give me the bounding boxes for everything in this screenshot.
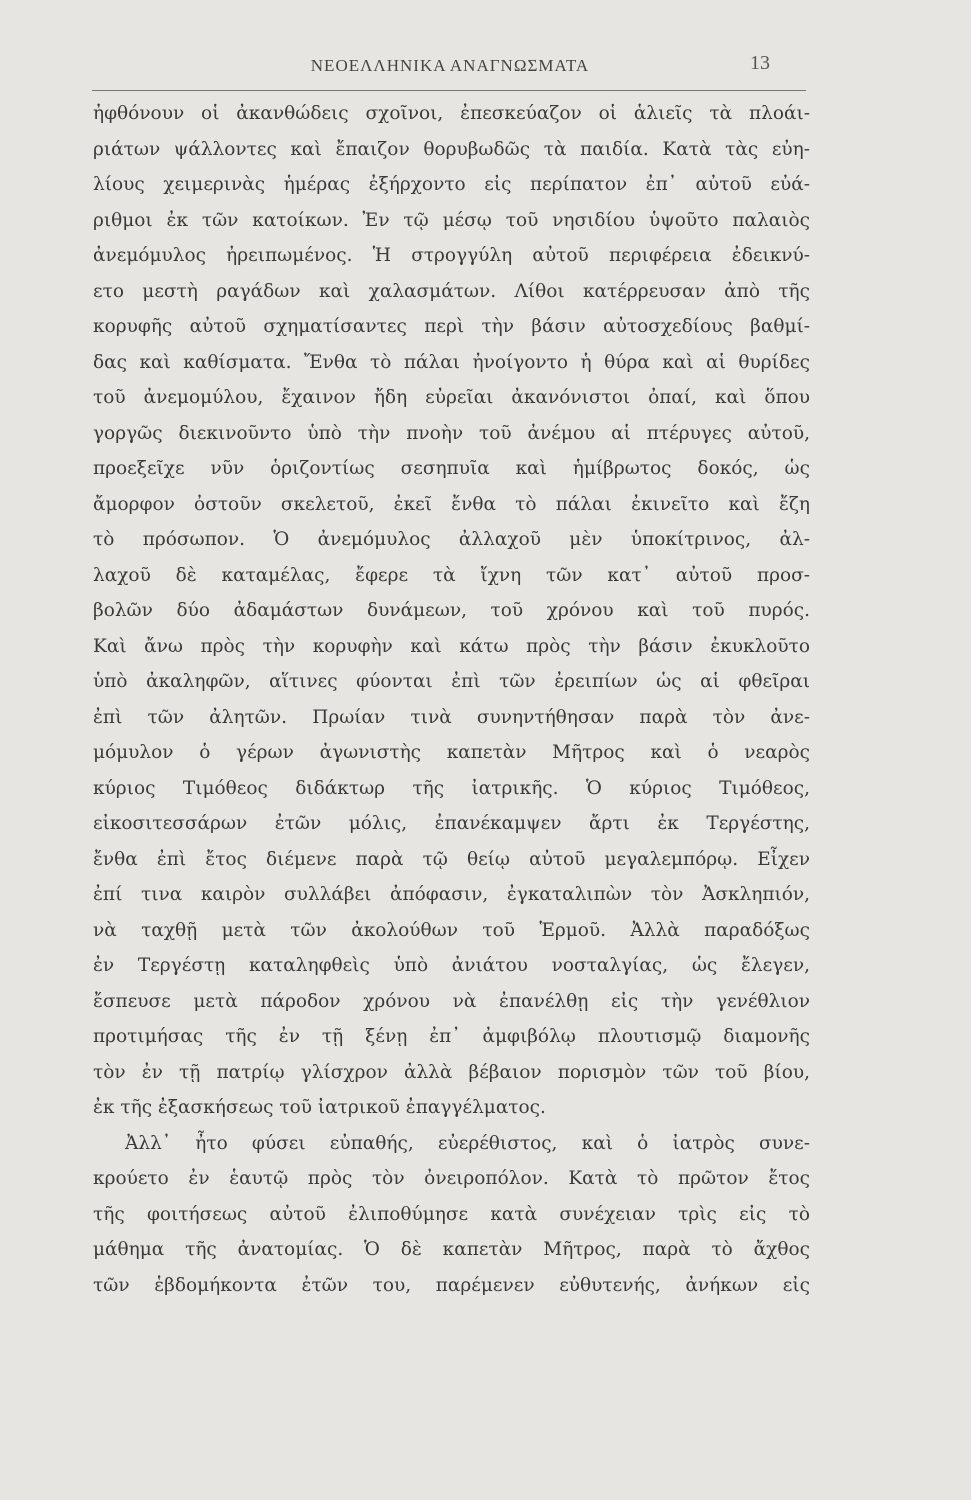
text-line: βολῶν δύο ἀδαμάστων δυνάμεων, τοῦ χρόνου καὶ τοῦ πυρός. (93, 600, 810, 621)
text-line: νὰ ταχθῇ μετὰ τῶν ἀκολούθων τοῦ Ἑρμοῦ. Ἀλλὰ παραδόξως (93, 919, 810, 941)
text-line: τῶν ἑβδομήκοντα ἐτῶν του, παρέμενεν εὐθυτενής, ἀνήκων εἰς (93, 1274, 810, 1296)
text-line: κύριος Τιμόθεος διδάκτωρ τῆς ἰατρικῆς. Ὁ κύριος Τιμόθεος, (93, 777, 810, 799)
text-line: λαχοῦ δὲ καταμέλας, ἔφερε τὰ ἴχνη τῶν κατ᾽ αὐτοῦ προσ- (93, 564, 810, 586)
text-line: μάθημα τῆς ἀνατομίας. Ὁ δὲ καπετὰν Μῆτρος, παρὰ τὸ ἄχθος (93, 1239, 810, 1260)
text-line: Καὶ ἄνω πρὸς τὴν κορυφὴν καὶ κάτω πρὸς τὴν βάσιν ἐκυκλοῦτο (93, 635, 810, 657)
text-line: τὸν ἐν τῇ πατρίῳ γλίσχρον ἀλλὰ βέβαιον πορισμὸν τῶν τοῦ βίου, (93, 1061, 810, 1083)
text-line: λίους χειμερινὰς ἡμέρας ἐξήρχοντο εἰς περίπατον ἐπ᾽ αὐτοῦ εὐά- (93, 174, 810, 195)
text-line: κορυφῆς αὐτοῦ σχηματίσαντες περὶ τὴν βάσιν αὐτοσχεδίους βαθμί- (93, 316, 810, 337)
text-line: προεξεῖχε νῦν ὁριζοντίως σεσηπυῖα καὶ ἡμίβρωτος δοκός, ὡς (93, 458, 810, 479)
text-line: τῆς φοιτήσεως αὐτοῦ ἐλιποθύμησε κατὰ συνέχειαν τρὶς εἰς τὸ (93, 1203, 810, 1225)
text-line: ἐν Τεργέστῃ καταληφθεὶς ὑπὸ ἀνιάτου νοσταλγίας, ὡς ἔλεγεν, (93, 955, 810, 976)
text-line: δας καὶ καθίσματα. Ἔνθα τὸ πάλαι ἠνοίγοντο ἡ θύρα καὶ αἱ θυρίδες (93, 351, 810, 373)
text-line: ἐπὶ τῶν ἀλητῶν. Πρωίαν τινὰ συνηντήθησαν παρὰ τὸν ἀνε- (93, 706, 810, 728)
text-line: ἀνεμόμυλος ἠρειπωμένος. Ἡ στρογγύλη αὐτοῦ περιφέρεια ἐδεικνύ- (93, 245, 810, 266)
text-line: ριθμοι ἐκ τῶν κατοίκων. Ἐν τῷ μέσῳ τοῦ νησιδίου ὑψοῦτο παλαιὸς (93, 209, 810, 231)
text-line: ετο μεστὴ ραγάδων καὶ χαλασμάτων. Λίθοι κατέρρευσαν ἀπὸ τῆς (93, 280, 810, 302)
text-line: ἠφθόνουν οἱ ἀκανθώδεις σχοῖνοι, ἐπεσκεύαζον οἱ ἁλιεῖς τὰ πλοάι- (93, 103, 810, 124)
text-line: μόμυλον ὁ γέρων ἀγωνιστὴς καπετὰν Μῆτρος καὶ ὁ νεαρὸς (93, 742, 810, 763)
body-text (93, 96, 810, 1303)
text-line: ἔνθα ἐπὶ ἔτος διέμενε παρὰ τῷ θείῳ αὐτοῦ μεγαλεμπόρῳ. Εἶχεν (93, 848, 810, 870)
text-line: ἐκ τῆς ἐξασκήσεως τοῦ ἰατρικοῦ ἐπαγγέλματος. (93, 1097, 546, 1118)
text-line: προτιμήσας τῆς ἐν τῇ ξένῃ ἐπ᾽ ἀμφιβόλῳ πλουτισμῷ διαμονῆς (93, 1026, 810, 1047)
text-line: ἔσπευσε μετὰ πάροδον χρόνου νὰ ἐπανέλθῃ εἰς τὴν γενέθλιον (93, 990, 810, 1012)
text-line: ὑπὸ ἀκαληφῶν, αἵτινες φύονται ἐπὶ τῶν ἐρειπίων ὡς αἱ φθεῖραι (93, 671, 810, 692)
text-line: ἄμορφον ὀστοῦν σκελετοῦ, ἐκεῖ ἔνθα τὸ πάλαι ἐκινεῖτο καὶ ἔζη (93, 493, 810, 515)
page-number: 13 (750, 52, 770, 74)
text-line: κρούετο ἐν ἑαυτῷ πρὸς τὸν ὀνειροπόλον. Κατὰ τὸ πρῶτον ἔτος (93, 1168, 810, 1189)
text-line: γοργῶς διεκινοῦντο ὑπὸ τὴν πνοὴν τοῦ ἀνέμου αἱ πτέρυγες αὐτοῦ, (93, 422, 810, 444)
text-line: τὸ πρόσωπον. Ὁ ἀνεμόμυλος ἀλλαχοῦ μὲν ὑποκίτρινος, ἀλ- (93, 529, 810, 550)
running-header: ΝΕΟΕΛΛΗΝΙΚΑ ΑΝΑΓΝΩΣΜΑΤΑ (310, 56, 590, 75)
text-line: ριάτων ψάλλοντες καὶ ἔπαιζον θορυβωδῶς τὰ παιδία. Κατὰ τὰς εὐη- (93, 138, 810, 160)
header-rule (92, 90, 806, 91)
text-line: ἐπί τινα καιρὸν συλλάβει ἀπόφασιν, ἐγκαταλιπὼν τὸν Ἀσκληπιόν, (93, 884, 810, 905)
text-line: τοῦ ἀνεμομύλου, ἔχαινον ἤδη εὐρεῖαι ἀκανόνιστοι ὀπαί, καὶ ὅπου (93, 387, 810, 408)
text-line: Ἀλλ᾽ ἦτο φύσει εὐπαθής, εὐερέθιστος, καὶ ὁ ἰατρὸς συνε- (125, 1132, 810, 1154)
text-line: εἰκοσιτεσσάρων ἐτῶν μόλις, ἐπανέκαμψεν ἄρτι ἐκ Τεργέστης, (93, 813, 810, 834)
